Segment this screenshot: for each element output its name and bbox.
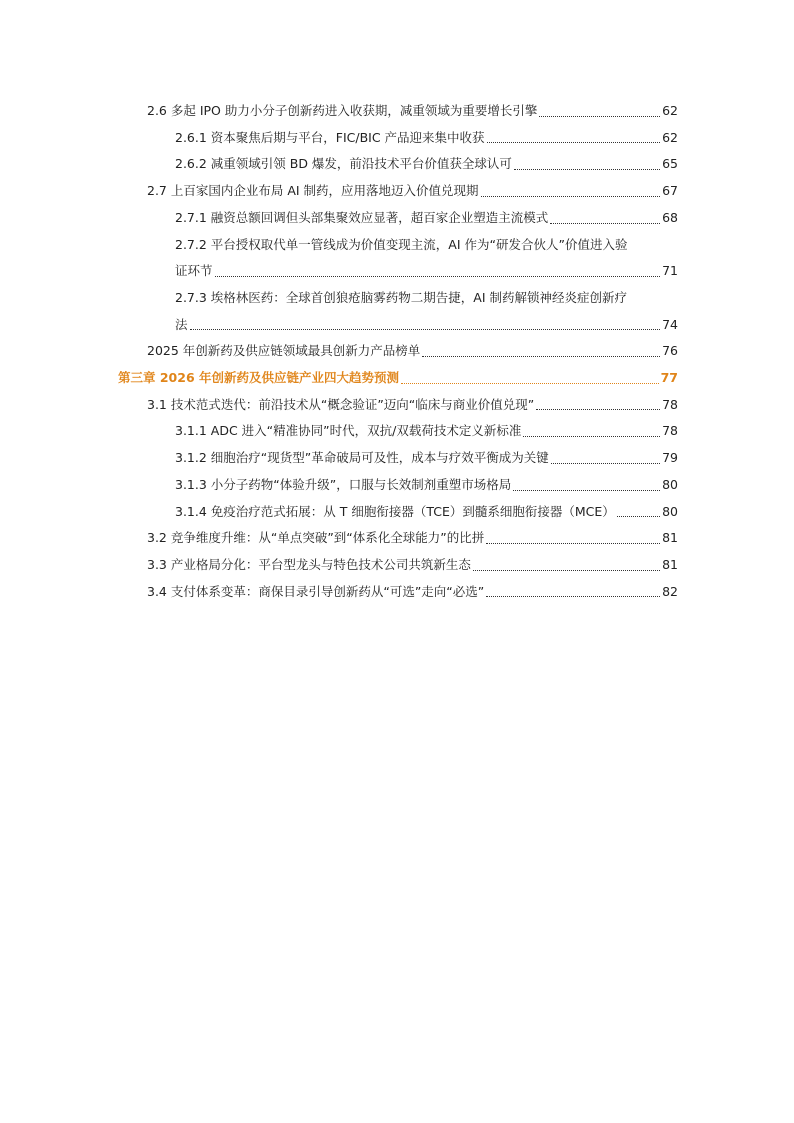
dot-leader <box>486 596 660 597</box>
toc-page-number: 68 <box>662 209 678 225</box>
dot-leader <box>487 142 661 143</box>
toc-entry-title: 2.6.1 资本聚焦后期与平台，FIC/BIC 产品迎来集中收获 <box>175 129 485 145</box>
dot-leader <box>539 116 660 117</box>
toc-entry-title: 3.4 支付体系变革：商保目录引导创新药从“可选”走向“必选” <box>147 583 485 599</box>
toc-entry-product-ranking[interactable] <box>118 338 678 365</box>
toc-entry-chapter-3[interactable] <box>118 365 678 392</box>
toc-page-number: 76 <box>662 343 678 359</box>
dot-leader <box>513 490 660 491</box>
toc-chapter-title: 第三章 2026 年创新药及供应链产业四大趋势预测 <box>118 370 399 386</box>
toc-page-number: 81 <box>662 556 678 572</box>
toc-page-number: 74 <box>662 316 678 332</box>
toc-page-number: 82 <box>662 583 678 599</box>
dot-leader <box>551 463 660 464</box>
toc-entry-title: 3.2 竞争维度升维：从“单点突破”到“体系化全球能力”的比拼 <box>147 530 485 546</box>
toc-entry-title-line1: 2.7.3 埃格林医药：全球首创狼疮脑雾药物二期告捷，AI 制药解锁神经炎症创新疗 <box>175 289 627 305</box>
toc-entry-3-3[interactable] <box>118 552 678 579</box>
toc-entry-3-1[interactable] <box>118 392 678 419</box>
dot-leader <box>536 409 660 410</box>
toc-entry-title: 3.1 技术范式迭代：前沿技术从“概念验证”迈向“临床与商业价值兑现” <box>147 396 535 412</box>
toc-entry-title: 3.1.3 小分子药物“体验升级”，口服与长效制剂重塑市场格局 <box>175 476 512 492</box>
toc-page-number: 79 <box>662 450 678 466</box>
toc-entry-title: 2.7.1 融资总额回调但头部集聚效应显著，超百家企业塑造主流模式 <box>175 209 549 225</box>
toc-entry-2-6-2[interactable] <box>118 151 678 178</box>
toc-entry-2-7-1[interactable] <box>118 205 678 232</box>
toc-entry-3-1-3[interactable] <box>118 472 678 499</box>
toc-entry-title: 3.3 产业格局分化：平台型龙头与特色技术公司共筑新生态 <box>147 556 471 572</box>
toc-entry-title: 2025 年创新药及供应链领域最具创新力产品榜单 <box>147 343 421 359</box>
dot-leader <box>401 383 659 384</box>
toc-entry-2-7[interactable] <box>118 178 678 205</box>
toc-entry-3-2[interactable] <box>118 525 678 552</box>
toc-entry-2-6-1[interactable] <box>118 125 678 152</box>
dot-leader <box>190 329 661 330</box>
toc-entry-title: 2.7 上百家国内企业布局 AI 制药，应用落地迈入价值兑现期 <box>147 183 479 199</box>
dot-leader <box>514 169 660 170</box>
dot-leader <box>422 356 660 357</box>
toc-entry-title: 2.6 多起 IPO 助力小分子创新药进入收获期，减重领域为重要增长引擎 <box>147 103 538 118</box>
toc-entry-3-1-1[interactable] <box>118 418 678 445</box>
dot-leader <box>617 516 660 517</box>
toc-page-number: 78 <box>662 423 678 439</box>
toc-entry-3-4[interactable] <box>118 579 678 606</box>
dot-leader <box>481 196 661 197</box>
toc-page-number: 65 <box>662 156 678 172</box>
toc-page-number: 80 <box>662 503 678 519</box>
dot-leader <box>215 276 661 277</box>
toc-entry-2-6[interactable] <box>118 98 678 125</box>
toc-entry-2-7-2[interactable] <box>118 232 678 285</box>
toc-entry-3-1-4[interactable] <box>118 499 678 526</box>
toc-entry-title: 3.1.1 ADC 进入“精准协同”时代，双抗/双载荷技术定义新标准 <box>175 423 522 439</box>
toc-entry-title-line1: 2.7.2 平台授权取代单一管线成为价值变现主流，AI 作为“研发合伙人”价值进入验 <box>175 236 628 252</box>
toc-page-number: 71 <box>662 263 678 279</box>
toc-page-number: 80 <box>662 476 678 492</box>
toc-entry-title-line2: 法 <box>175 316 188 332</box>
toc-entry-title: 3.1.4 免疫治疗范式拓展：从 T 细胞衔接器（TCE）到髓系细胞衔接器（MCE） <box>175 503 615 519</box>
dot-leader <box>486 543 660 544</box>
toc-page-number: 78 <box>662 396 678 412</box>
toc-entry-title: 3.1.2 细胞治疗“现货型”革命破局可及性，成本与疗效平衡成为关键 <box>175 450 549 466</box>
dot-leader <box>523 436 660 437</box>
toc-page-number: 67 <box>662 183 678 199</box>
dot-leader <box>473 570 660 571</box>
toc-entry-title: 2.6.2 减重领域引领 BD 爆发，前沿技术平台价值获全球认可 <box>175 156 512 172</box>
toc-page-number: 77 <box>660 370 678 386</box>
table-of-contents <box>118 98 678 605</box>
dot-leader <box>550 223 660 224</box>
toc-page-number: 62 <box>662 103 678 118</box>
toc-entry-second-line <box>175 312 678 339</box>
toc-entry-3-1-2[interactable] <box>118 445 678 472</box>
toc-entry-title-line2: 证环节 <box>175 263 213 279</box>
toc-entry-2-7-3[interactable] <box>118 285 678 338</box>
toc-page-number: 62 <box>662 129 678 145</box>
toc-page-number: 81 <box>662 530 678 546</box>
toc-entry-second-line <box>175 258 678 285</box>
